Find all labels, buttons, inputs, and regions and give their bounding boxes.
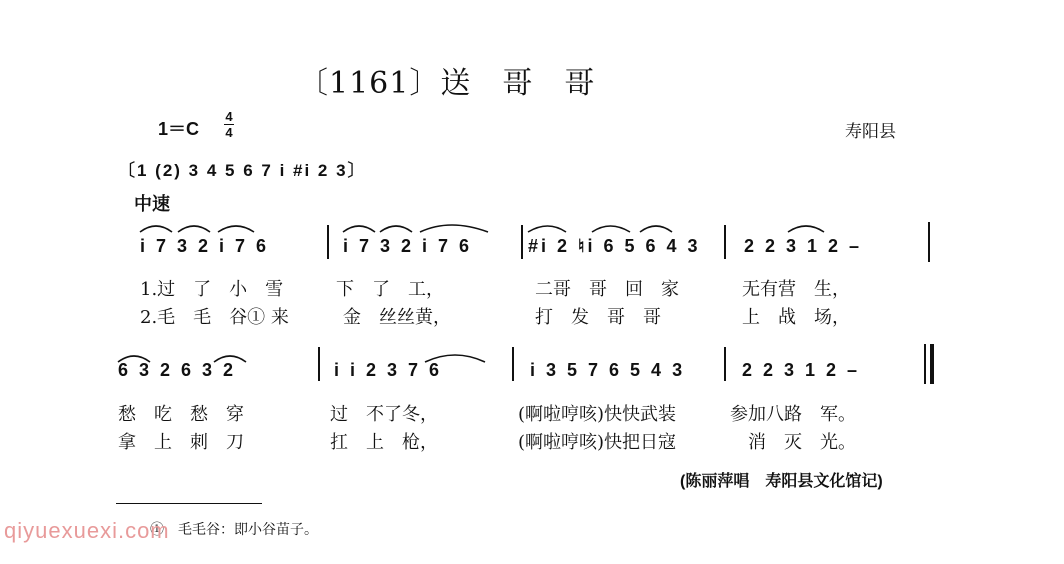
lyric-verse1: 二哥 哥 回 家: [535, 279, 679, 300]
notation-measure: i 3 5 7 6 5 4 3: [530, 360, 686, 380]
lyric-verse2: 金 丝丝黄，: [343, 307, 451, 328]
lyric-verse2: (啊啦哼咳)快把日寇: [518, 432, 677, 453]
tempo-marking: 中速: [134, 194, 170, 214]
lyric-verse2: 拿 上 刺 刀: [118, 432, 244, 453]
lyric-verse2: 上 战 场，: [742, 307, 850, 328]
lyric-verse2: 消 灭 光。: [748, 432, 856, 453]
meter-top: 4: [225, 109, 233, 124]
notation-measure: #i 2 ♮i 6 5 6 4 3: [528, 236, 701, 256]
barline: [724, 347, 726, 381]
lyric-verse1: 下 了 工，: [336, 279, 444, 300]
scale-line: 〔1 (2) 3 4 5 6 7 i #i 2 3〕: [118, 161, 367, 180]
lyric-verse1: 愁 吃 愁 穿: [118, 404, 244, 425]
notation-measure: 6 3 2 6 3 2: [118, 360, 237, 380]
song-title: 〔1161〕送 哥 哥: [298, 66, 596, 101]
lyric-verse1: 无有营 生，: [742, 279, 850, 300]
lyric-verse2: 扛 上 枪，: [330, 432, 438, 453]
notation-measure: i 7 3 2 i 7 6: [343, 236, 473, 256]
region-label: 寿阳县: [845, 122, 896, 142]
lyric-verse1: 参加八路 军。: [730, 404, 856, 425]
barline: [318, 347, 320, 381]
meter-bottom: 4: [225, 125, 233, 140]
final-barline-thin: [924, 344, 926, 384]
footnote-rule: [116, 503, 262, 504]
key-signature: 1＝C: [158, 119, 200, 139]
final-barline-thick: [930, 344, 934, 384]
notation-measure: 2 2 3 1 2 –: [742, 360, 861, 380]
notation-measure: i 7 3 2 i 7 6: [140, 236, 270, 256]
barline: [512, 347, 514, 381]
credit-line: (陈丽萍唱 寿阳县文化馆记): [680, 473, 883, 490]
lyric-verse2: 打 发 哥 哥: [535, 307, 661, 328]
footnote: ① 毛毛谷：即小谷苗子。: [150, 522, 318, 538]
lyric-verse1: (啊啦哼咳)快快武装: [518, 404, 677, 425]
lyric-verse1: 过 不了冬，: [330, 404, 438, 425]
watermark-logo: qiyuexuexi.com: [4, 518, 170, 543]
lyric-verse1: 1.过 了 小 雪: [140, 279, 284, 300]
notation-measure: i i 2 3 7 6: [334, 360, 443, 380]
lyric-verse2: 2.毛 毛 谷① 来: [140, 307, 289, 328]
notation-measure: 2 2 3 1 2 –: [744, 236, 863, 256]
